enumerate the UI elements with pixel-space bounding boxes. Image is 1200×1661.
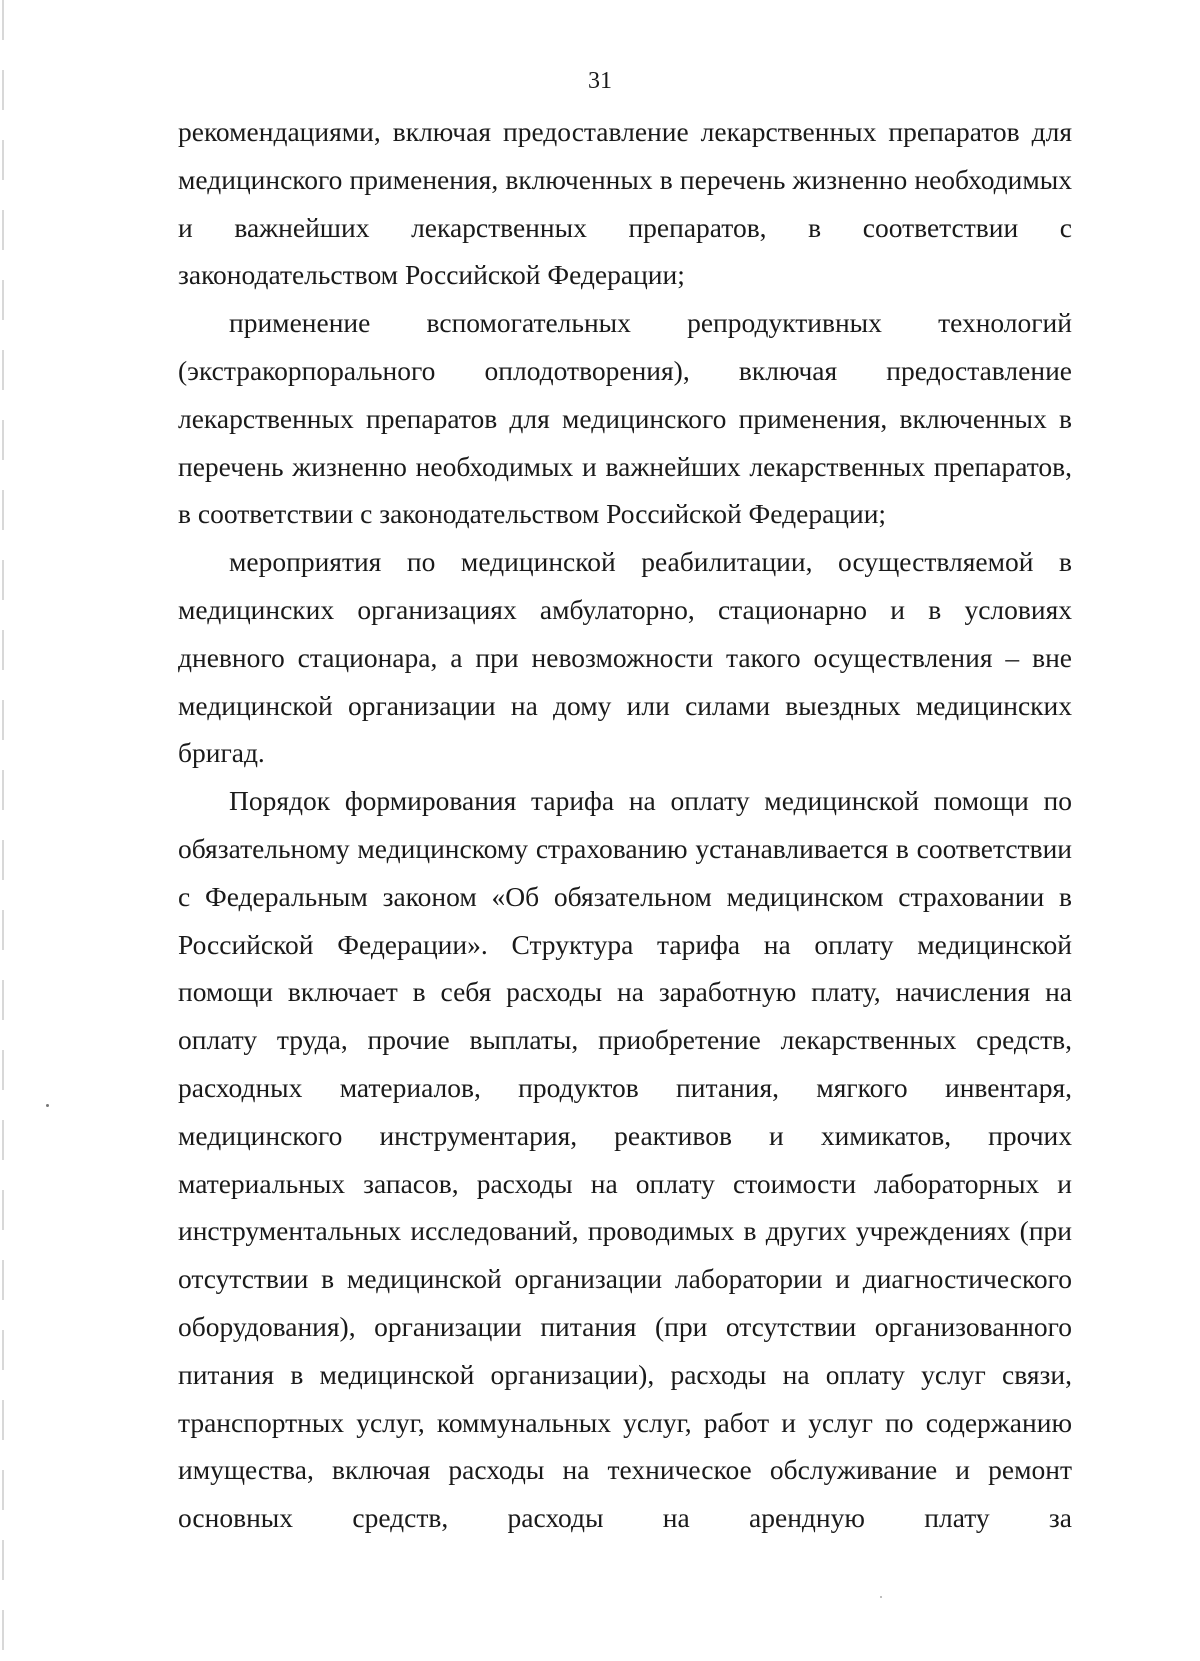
paragraph-3: мероприятия по медицинской реабилитации, осуществляемой в медицинских организациях амбулаторно, стационарно и в условиях дневного стационара, а при невозможности такого осуществления – вне медицинской организации на дому или силами выездных медицинских бригад. bbox=[178, 546, 1072, 769]
page-number: 31 bbox=[588, 68, 612, 94]
paragraph-4: Порядок формирования тарифа на оплату медицинской помощи по обязательному медицинскому страхованию устанавливается в соответствии с Федеральным законом «Об обязательном медицинском страховании в Российской Федерации». Структура тарифа на оплату медицинской помощи включает в себя расходы на заработную плату, начисления на оплату труда, прочие выплаты, приобретение лекарственных средств, расходных материалов, продуктов питания, мягкого инвентаря, медицинского инструментария, реактивов и химикатов, прочих материальных запасов, расходы на оплату стоимости лабораторных и инструментальных исследований, проводимых в других учреждениях (при отсутствии в медицинской организации лаборатории и диагностического оборудования), организации питания (при отсутствии организованного питания в медицинской организации), расходы на оплату услуг связи, транспортных услуг, коммунальных услуг, работ и услуг по содержанию имущества, включая расходы на техническое обслуживание и ремонт основных средств, расходы на арендную плату за bbox=[178, 785, 1072, 1534]
scan-speck bbox=[880, 1596, 882, 1598]
paragraph-1-continuation: рекомендациями, включая предоставление лекарственных препаратов для медицинского применения, включенных в перечень жизненно необходимых и важнейших лекарственных препаратов, в соответствии с законодательством Российской Федерации; bbox=[178, 116, 1072, 291]
scan-edge-artifact bbox=[2, 0, 4, 1661]
paragraph-2: применение вспомогательных репродуктивных технологий (экстракорпорального оплодотворения), включая предоставление лекарственных препаратов для медицинского применения, включенных в перечень жизненно необходимых и важнейших лекарственных препаратов, в соответствии с законодательством Российской Федерации; bbox=[178, 307, 1072, 530]
scan-speck bbox=[46, 1104, 49, 1107]
document-body bbox=[178, 108, 1072, 1542]
